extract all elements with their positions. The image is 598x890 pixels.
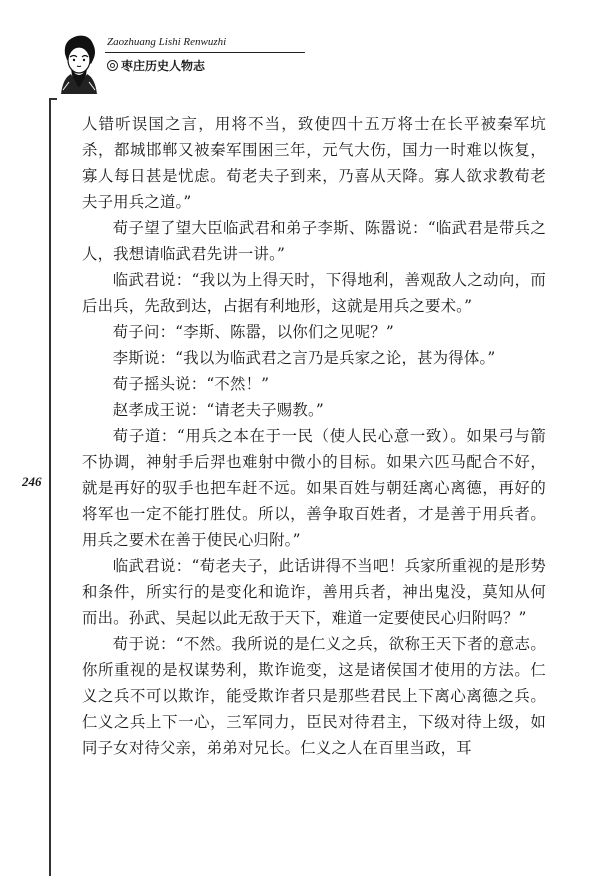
paragraph: 人错听误国之言，用将不当，致使四十五万将士在长平被秦军坑杀，都城邯郸又被秦军围困三年，元气大伤，国力一时难以恢复，寡人每日甚是忧虑。荀老夫子到来，乃喜从天降。寡人欲求教荀老夫子用兵之道。” [82, 115, 546, 211]
running-header [55, 30, 315, 100]
target-circle-icon [107, 60, 118, 71]
paragraph: 荀于说：“不然。我所说的是仁义之兵，欲称王天下者的意志。你所重视的是权谋势利，欺诈诡变，这是诸侯国才使用的方法。仁义之兵不可以欺诈，能受欺诈者只是那些君民上下离心离德之兵。仁义之兵上下一心，三军同力，臣民对待君主，下级对待上级，如同子女对待父亲，弟弟对兄长。仁义之人在百里当政，耳 [82, 635, 546, 757]
paragraph: 临武君说：“荀老夫子，此话讲得不当吧！兵家所重视的是形势和条件，所实行的是变化和诡诈，善用兵者，神出鬼没，莫知从何而出。孙武、吴起以此无敌于天下，难道一定要使民心归附吗？” [82, 557, 546, 627]
paragraph: 临武君说：“我以为上得天时，下得地利，善观敌人之动向，而后出兵，先敌到达，占据有利地形，这就是用兵之要术。” [82, 271, 546, 315]
scholar-portrait-icon [55, 30, 103, 94]
paragraph: 荀子问：“李斯、陈嚣，以你们之见呢？” [112, 323, 394, 341]
body-text [82, 111, 546, 761]
header-rule [105, 52, 305, 53]
margin-rule [49, 98, 51, 876]
paragraph: 荀子望了望大臣临武君和弟子李斯、陈嚣说：“临武君是带兵之人，我想请临武君先讲一讲。” [82, 219, 546, 263]
series-title-chinese-row [107, 57, 205, 74]
paragraph: 赵孝成王说：“请老夫子赐教。” [112, 401, 324, 419]
paragraph: 荀子道：“用兵之本在于一民（使人民心意一致）。如果弓与箭不协调，神射手后羿也难射中微小的目标。如果六匹马配合不好，就是再好的驭手也把车赶不远。如果百姓与朝廷离心离德，再好的将军也一定不能打胜仗。所以，善争取百姓者，才是善于用兵者。用兵之要术在善于使民心归附。” [82, 427, 546, 549]
paragraph: 李斯说：“我以为临武君之言乃是兵家之论，甚为得体。” [112, 349, 496, 367]
margin-rule-stub [49, 98, 57, 100]
page-number: 246 [22, 474, 42, 489]
series-title-chinese: 枣庄历史人物志 [121, 59, 206, 73]
paragraph: 荀子摇头说：“不然！” [112, 375, 270, 393]
series-title-latin: Zaozhuang Lishi Renwuzhi [107, 36, 227, 48]
